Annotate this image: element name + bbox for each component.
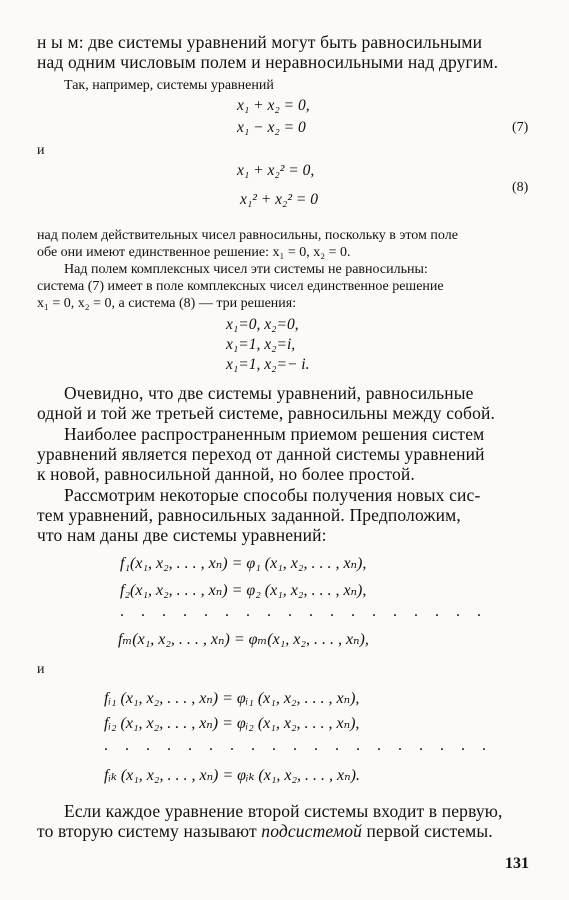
example-line-b: обе они имеют единственное решение: x₁ = 0, x₂ = 0. xyxy=(37,245,351,260)
system2-equation-k: fᵢₖ (x₁, x₂, . . . , xₙ) = φᵢₖ (x₁, x₂, . . . , xₙ). xyxy=(104,767,360,784)
para2-line2: одной и той же третьей системе, равносильны между собой. xyxy=(37,403,496,423)
para4-line2: тем уравнений, равносильных заданной. Предположим, xyxy=(37,505,461,525)
example-line-a: над полем действительных чисел равносильны, поскольку в этом поле xyxy=(37,228,458,243)
para3-line1: Наиболее распространенным приемом решения систем xyxy=(64,424,485,444)
system2-equation1: fᵢ₁ (x₁, x₂, . . . , xₙ) = φᵢ₁ (x₁, x₂, . . . , xₙ), xyxy=(104,690,360,707)
system1-equation-m: fₘ(x₁, x₂, . . . , xₙ) = φₘ(x₁, x₂, . . . , xₙ), xyxy=(118,631,369,648)
example-line-c: Над полем комплексных чисел эти системы не равносильны: xyxy=(64,262,428,277)
system7-equation2: x₁ − x₂ = 0 xyxy=(237,119,306,136)
system2-equation2: fᵢ₂ (x₁, x₂, . . . , xₙ) = φᵢ₂ (x₁, x₂, . . . , xₙ), xyxy=(104,715,360,732)
system1-equation2: f₂(x₁, x₂, . . . , xₙ) = φ₂ (x₁, x₂, . . . , xₙ), xyxy=(120,582,367,599)
example-intro: Так, например, системы уравнений xyxy=(64,78,274,93)
para2-line1: Очевидно, что две системы уравнений, равносильные xyxy=(64,383,474,403)
page-number: 131 xyxy=(505,855,529,872)
system8-equation1: x₁ + x₂² = 0, xyxy=(237,162,315,179)
para1-line1: н ы м: две системы уравнений могут быть равносильными xyxy=(37,32,483,52)
system8-equation2: x₁² + x₂² = 0 xyxy=(240,191,318,208)
equation-number-8: (8) xyxy=(512,180,529,195)
conjunction-and: и xyxy=(37,143,45,158)
system7-equation1: x₁ + x₂ = 0, xyxy=(237,97,310,114)
para1-line2: над одним числовым полем и неравносильными над другим. xyxy=(37,52,499,72)
equation-number-7: (7) xyxy=(512,120,529,135)
conjunction-and-2: и xyxy=(37,662,45,677)
system1-ellipsis-row: . . . . . . . . . . . . . . . . . . xyxy=(120,603,488,620)
para4-line1: Рассмотрим некоторые способы получения новых сис- xyxy=(64,485,481,505)
para4-line3: что нам даны две системы уравнений: xyxy=(37,525,327,545)
solution-1: x₁=0, x₂=0, xyxy=(226,316,299,333)
para3-line2: уравнений является переход от данной системы уравнений xyxy=(37,444,485,464)
system2-ellipsis-row: . . . . . . . . . . . . . . . . . . . xyxy=(104,737,493,754)
para5-line1: Если каждое уравнение второй системы входит в первую, xyxy=(64,801,503,821)
para5-line2-end: первой системы. xyxy=(362,821,493,841)
para5-line2 xyxy=(37,821,493,842)
para5-line2-start: то вторую систему называют xyxy=(37,821,262,841)
solution-3: x₁=1, x₂=− i. xyxy=(226,356,310,373)
solution-2: x₁=1, x₂=i, xyxy=(226,336,296,353)
term-subsystem: подсистемой xyxy=(261,821,362,841)
system1-equation1: f₁(x₁, x₂, . . . , xₙ) = φ₁ (x₁, x₂, . . . , xₙ), xyxy=(120,555,367,572)
example-line-e: x₁ = 0, x₂ = 0, а система (8) — три решения: xyxy=(37,296,297,311)
example-line-d: система (7) имеет в поле комплексных чисел единственное решение xyxy=(37,279,444,294)
para3-line3: к новой, равносильной данной, но более простой. xyxy=(37,464,415,484)
